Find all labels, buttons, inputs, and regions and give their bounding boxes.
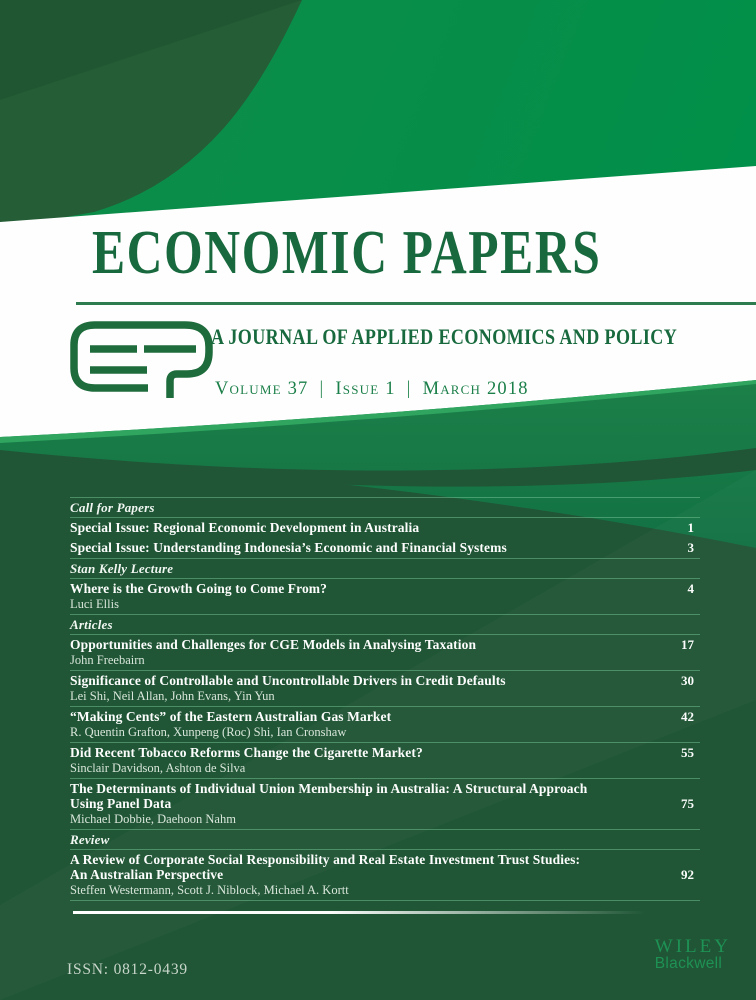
toc-page-number: 42 — [681, 709, 694, 724]
volume-label: Volume 37 — [215, 379, 309, 399]
toc-item — [70, 707, 700, 742]
toc-item-title — [70, 852, 700, 882]
toc-page-number: 92 — [681, 867, 694, 882]
toc-title-line: An Australian Perspective — [70, 867, 224, 882]
toc-page-number: 55 — [681, 745, 694, 760]
toc-section-header: Review — [70, 832, 110, 847]
issue-label: Issue 1 — [335, 379, 396, 399]
table-of-contents — [70, 497, 700, 901]
toc-item-title — [70, 709, 700, 724]
separator: | — [406, 379, 412, 399]
toc-title-line: Did Recent Tobacco Reforms Change the Cigarette Market? — [70, 745, 423, 760]
footer-divider — [73, 911, 645, 914]
toc-item — [70, 743, 700, 778]
issn-label: ISSN: 0812-0439 — [67, 961, 188, 978]
toc-item — [70, 518, 700, 538]
toc-page-number: 1 — [687, 520, 694, 535]
toc-title-line: “Making Cents” of the Eastern Australian Gas Market — [70, 709, 392, 724]
toc-item-authors: Michael Dobbie, Daehoon Nahm — [70, 812, 236, 826]
toc-item-authors: Lei Shi, Neil Allan, John Evans, Yin Yun — [70, 689, 275, 703]
toc-page-number: 75 — [681, 796, 694, 811]
journal-title: ECONOMIC PAPERS — [92, 219, 602, 287]
toc-title-line: Opportunities and Challenges for CGE Models in Analysing Taxation — [70, 637, 477, 652]
toc-title-line: Special Issue: Regional Economic Development in Australia — [70, 520, 420, 535]
toc-title-line: Special Issue: Understanding Indonesia’s Economic and Financial Systems — [70, 540, 507, 555]
toc-page-number: 4 — [687, 581, 694, 596]
toc-item — [70, 538, 700, 558]
toc-item-title — [70, 581, 700, 596]
toc-item-authors: John Freebairn — [70, 653, 145, 667]
toc-title-line: A Review of Corporate Social Responsibility and Real Estate Investment Trust Studies: — [70, 852, 581, 867]
volume-issue-date — [215, 378, 529, 400]
toc-item-title — [70, 745, 700, 760]
publisher-logo — [655, 937, 731, 972]
toc-item-title — [70, 540, 700, 555]
toc-page-number: 17 — [681, 637, 694, 652]
masthead-rule — [76, 302, 756, 305]
toc-item-title — [70, 520, 700, 535]
toc-item-authors: Sinclair Davidson, Ashton de Silva — [70, 761, 246, 775]
toc-title-line: Using Panel Data — [70, 796, 172, 811]
toc-item — [70, 635, 700, 670]
ep-logo-icon — [70, 320, 216, 404]
toc-page-number: 3 — [687, 540, 694, 555]
toc-title-line: The Determinants of Individual Union Membership in Australia: A Structural Approach — [70, 781, 588, 796]
separator: | — [319, 379, 325, 399]
toc-item — [70, 850, 700, 900]
toc-page-number: 30 — [681, 673, 694, 688]
toc-title-line: Significance of Controllable and Uncontrollable Drivers in Credit Defaults — [70, 673, 506, 688]
toc-item-title — [70, 637, 700, 652]
toc-item-authors: R. Quentin Grafton, Xunpeng (Roc) Shi, Ian Cronshaw — [70, 725, 347, 739]
toc-item-authors: Steffen Westermann, Scott J. Niblock, Michael A. Kortt — [70, 883, 349, 897]
journal-subtitle: A JOURNAL OF APPLIED ECONOMICS AND POLICY — [211, 324, 678, 349]
toc-section-header: Articles — [70, 617, 113, 632]
wiley-wordmark: WILEY — [654, 936, 731, 957]
toc-section-header: Call for Papers — [70, 500, 155, 515]
toc-item-title — [70, 673, 700, 688]
toc-section-header: Stan Kelly Lecture — [70, 561, 174, 576]
toc-item-authors: Luci Ellis — [70, 597, 119, 611]
blackwell-wordmark: Blackwell — [654, 955, 723, 972]
toc-item — [70, 671, 700, 706]
toc-item-title — [70, 781, 700, 811]
toc-rule — [70, 900, 700, 901]
toc-item — [70, 579, 700, 614]
toc-title-line: Where is the Growth Going to Come From? — [70, 581, 327, 596]
toc-item — [70, 779, 700, 829]
date-label: March 2018 — [422, 379, 529, 399]
